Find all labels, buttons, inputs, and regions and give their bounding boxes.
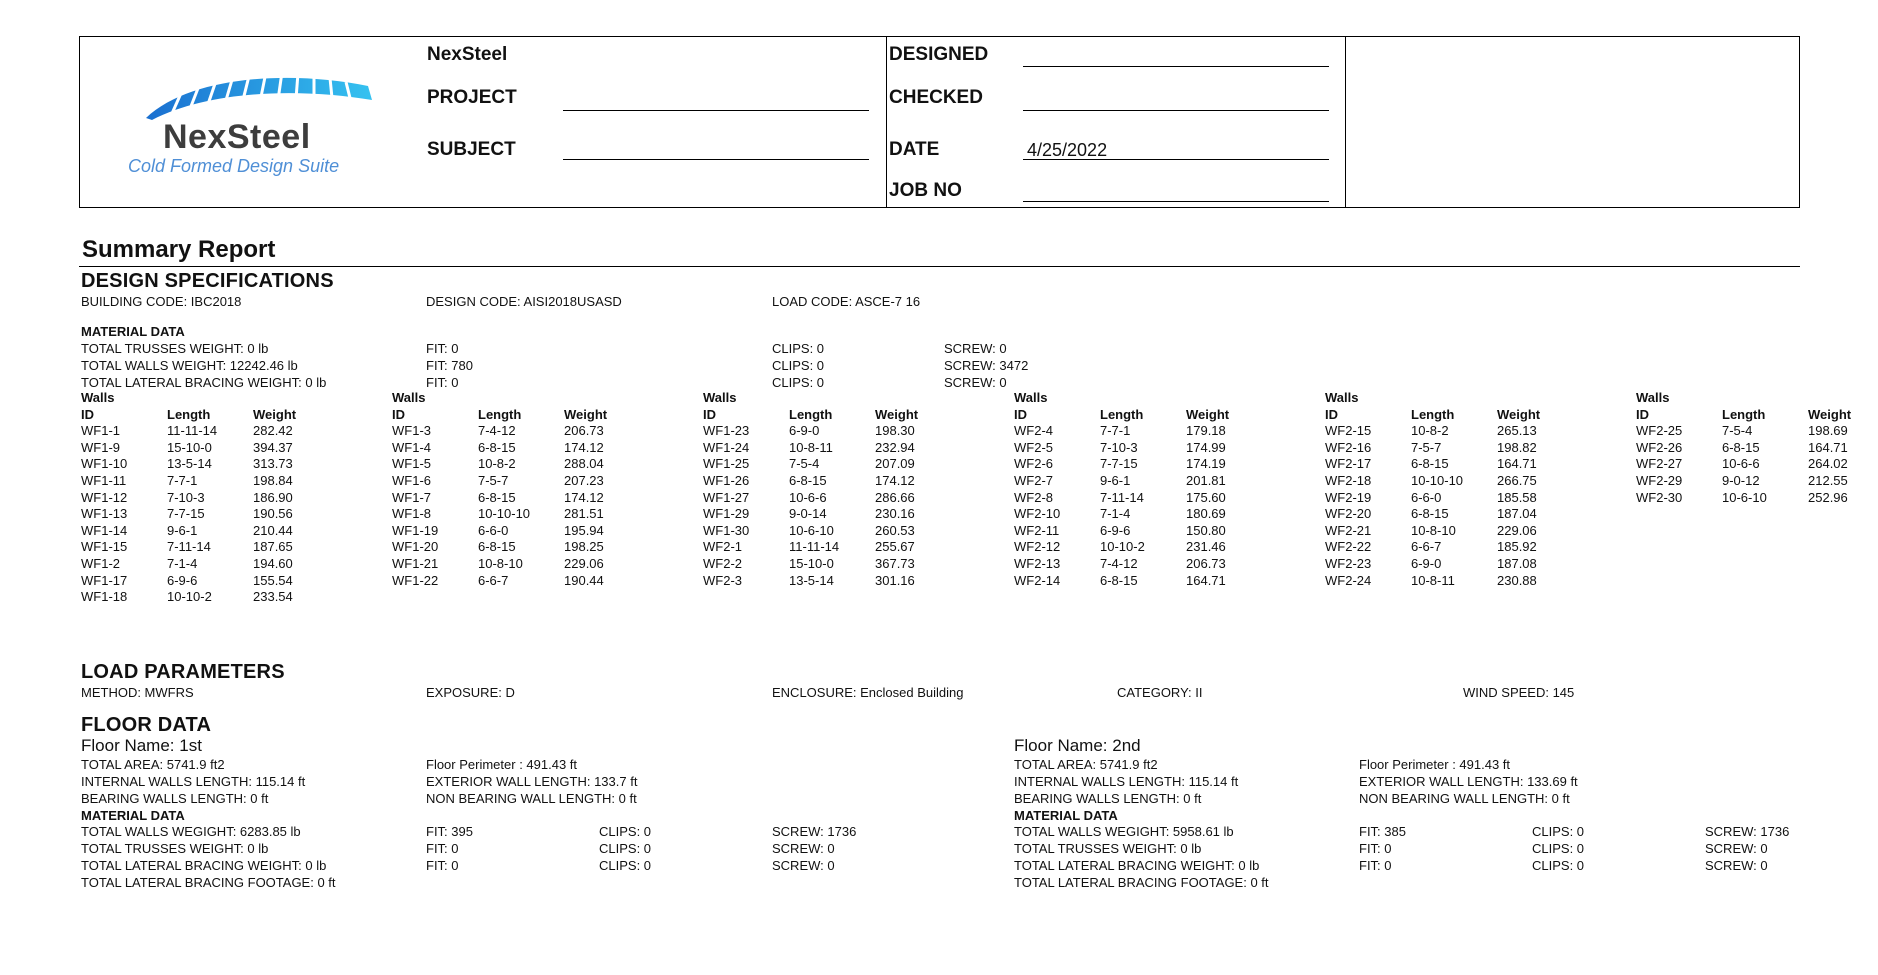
floor-total-area: TOTAL AREA: 5741.9 ft2 [1014,757,1158,772]
wall-weight: 179.18 [1186,423,1226,439]
wall-weight: 174.12 [564,439,604,455]
wall-weight: 185.58 [1497,489,1537,505]
wall-weight: 367.73 [875,555,915,571]
wall-weight: 164.71 [1497,456,1537,472]
wall-id: WF1-14 [81,522,128,538]
wall-id: WF1-20 [392,539,439,555]
wall-weight: 255.67 [875,539,915,555]
wall-weight: 265.13 [1497,423,1537,439]
col-header-id: ID [1014,406,1027,422]
wall-length: 9-6-1 [1100,472,1131,488]
wall-id: WF2-23 [1325,555,1372,571]
wall-id: WF2-1 [703,539,742,555]
wall-length: 13-5-14 [167,456,212,472]
material-data-heading: MATERIAL DATA [81,324,185,339]
wall-id: WF2-25 [1636,423,1683,439]
wall-weight: 229.06 [564,555,604,571]
wall-id: WF2-7 [1014,472,1053,488]
wall-weight: 164.71 [1808,439,1848,455]
wall-length: 6-6-0 [478,522,509,538]
floor-nonbearing-walls: NON BEARING WALL LENGTH: 0 ft [426,791,637,806]
wall-weight: 252.96 [1808,489,1848,505]
col-header-weight: Weight [1497,406,1541,422]
wall-id: WF2-26 [1636,439,1683,455]
wall-id: WF1-21 [392,555,439,571]
wall-length: 6-9-6 [167,572,198,588]
floor-clips: CLIPS: 0 [599,858,652,873]
clips-value: CLIPS: 0 [772,375,825,390]
wall-length: 10-8-11 [1411,572,1455,588]
wall-id: WF1-17 [81,572,128,588]
wall-id: WF1-4 [392,439,431,455]
logo-subtitle: Cold Formed Design Suite [128,156,340,176]
wall-weight: 190.56 [253,506,293,522]
wall-length: 7-5-4 [1722,423,1753,439]
wall-id: WF2-19 [1325,489,1372,505]
wall-weight: 174.12 [564,489,604,505]
wall-length: 7-10-3 [1100,439,1138,455]
floor-name: Floor Name: 1st [81,736,202,755]
walls-label: Walls [81,390,115,405]
wall-length: 10-10-2 [167,589,212,605]
floor-fit: FIT: 0 [426,858,459,873]
col-header-id: ID [81,406,94,422]
wall-length: 6-8-15 [1100,572,1138,588]
wall-weight: 194.60 [253,555,293,571]
wall-weight: 164.71 [1186,572,1226,588]
wall-weight: 281.51 [564,506,604,522]
floor-perimeter: Floor Perimeter : 491.43 ft [426,757,578,772]
wall-weight: 207.23 [564,472,604,488]
wall-id: WF1-22 [392,572,439,588]
wall-weight: 286.66 [875,489,915,505]
wall-weight: 198.25 [564,539,604,555]
header-divider [886,37,887,207]
wall-length: 7-11-14 [167,539,211,555]
walls-label: Walls [1014,390,1048,405]
col-header-id: ID [703,406,716,422]
floor-screw: SCREW: 0 [772,858,835,873]
logo-wordmark: NexSteel [163,118,311,156]
wall-id: WF2-16 [1325,439,1372,455]
floor-material-heading: MATERIAL DATA [1014,808,1118,823]
load-exposure: EXPOSURE: D [426,685,515,700]
wall-length: 9-0-14 [789,506,827,522]
wall-weight: 282.42 [253,423,293,439]
wall-id: WF2-8 [1014,489,1053,505]
jobno-label: JOB NO [889,180,962,201]
wall-length: 7-5-7 [478,472,509,488]
wall-id: WF1-18 [81,589,128,605]
floor-screw: SCREW: 0 [1705,841,1768,856]
jobno-field[interactable] [1023,201,1329,202]
col-header-length: Length [478,406,522,422]
wall-length: 6-9-0 [789,423,820,439]
wall-id: WF1-15 [81,539,128,555]
wall-weight: 187.04 [1497,506,1537,522]
wall-id: WF2-14 [1014,572,1061,588]
wall-id: WF2-6 [1014,456,1053,472]
wall-weight: 233.54 [253,589,293,605]
walls-label: Walls [1325,390,1359,405]
wall-length: 6-6-0 [1411,489,1442,505]
floor-nonbearing-walls: NON BEARING WALL LENGTH: 0 ft [1359,791,1570,806]
wall-length: 10-8-10 [478,555,523,571]
wall-length: 11-11-14 [167,423,218,439]
wall-id: WF2-21 [1325,522,1372,538]
col-header-length: Length [1100,406,1144,422]
col-header-length: Length [1722,406,1766,422]
wall-length: 11-11-14 [789,539,840,555]
load-enclosure: ENCLOSURE: Enclosed Building [772,685,964,700]
floor-lateral-footage: TOTAL LATERAL BRACING FOOTAGE: 0 ft [1014,875,1269,890]
title-divider [79,266,1800,267]
wall-id: WF1-11 [81,472,127,488]
wall-id: WF2-4 [1014,423,1053,439]
load-code: LOAD CODE: ASCE-7 16 [772,294,921,309]
report-title: Summary Report [82,236,276,263]
fit-value: FIT: 0 [426,341,459,356]
wall-weight: 174.99 [1186,439,1226,455]
wall-length: 7-7-1 [1100,423,1131,439]
wall-weight: 207.09 [875,456,915,472]
col-header-weight: Weight [253,406,297,422]
floor-fit: FIT: 395 [426,824,473,839]
wall-id: WF2-27 [1636,456,1683,472]
col-header-id: ID [1325,406,1338,422]
wall-id: WF2-12 [1014,539,1061,555]
wall-weight: 230.16 [875,506,915,522]
date-field[interactable] [1023,159,1329,160]
screw-value: SCREW: 0 [944,341,1007,356]
wall-id: WF2-15 [1325,423,1372,439]
wall-length: 7-7-15 [1100,456,1138,472]
wall-weight: 232.94 [875,439,915,455]
floor-clips: CLIPS: 0 [1532,858,1585,873]
total-lateral-weight: TOTAL LATERAL BRACING WEIGHT: 0 lb [81,375,327,390]
wall-length: 6-8-15 [478,539,516,555]
checked-field[interactable] [1023,110,1329,111]
wall-length: 7-5-7 [1411,439,1442,455]
subject-field[interactable] [563,159,869,160]
floor-name: Floor Name: 2nd [1014,736,1141,755]
wall-id: WF1-27 [703,489,750,505]
wall-length: 10-6-6 [789,489,827,505]
wall-length: 6-9-0 [1411,555,1442,571]
wall-id: WF1-24 [703,439,750,455]
wall-id: WF2-13 [1014,555,1061,571]
total-walls-weight: TOTAL WALLS WEIGHT: 12242.46 lb [81,358,298,373]
wall-id: WF2-5 [1014,439,1053,455]
col-header-weight: Weight [1186,406,1230,422]
design-code: DESIGN CODE: AISI2018USASD [426,294,622,309]
wall-weight: 210.44 [253,522,293,538]
col-header-length: Length [789,406,833,422]
wall-weight: 187.65 [253,539,293,555]
wall-id: WF2-2 [703,555,742,571]
wall-weight: 187.08 [1497,555,1537,571]
wall-id: WF1-29 [703,506,750,522]
wall-length: 7-7-1 [167,472,198,488]
wall-length: 7-10-3 [167,489,205,505]
floor-fit: FIT: 0 [1359,858,1392,873]
floor-trusses-weight: TOTAL TRUSSES WEIGHT: 0 lb [1014,841,1202,856]
date-label: DATE [889,139,940,160]
floor-clips: CLIPS: 0 [599,824,652,839]
wall-id: WF1-9 [81,439,120,455]
wall-length: 13-5-14 [789,572,834,588]
col-header-weight: Weight [564,406,608,422]
walls-label: Walls [703,390,737,405]
floor-fit: FIT: 0 [1359,841,1392,856]
logo-roof-icon [140,70,380,122]
floor-clips: CLIPS: 0 [599,841,652,856]
load-method: METHOD: MWFRS [81,685,194,700]
wall-length: 10-8-11 [789,439,833,455]
wall-id: WF1-19 [392,522,439,538]
header-divider [1345,37,1346,207]
wall-id: WF1-10 [81,456,128,472]
floor-screw: SCREW: 0 [1705,858,1768,873]
wall-id: WF1-25 [703,456,750,472]
load-wind-speed: WIND SPEED: 145 [1463,685,1575,700]
wall-weight: 394.37 [253,439,293,455]
wall-length: 7-5-4 [789,456,820,472]
floor-screw: SCREW: 1736 [1705,824,1790,839]
wall-id: WF2-20 [1325,506,1372,522]
floor-screw: SCREW: 1736 [772,824,857,839]
wall-length: 6-6-7 [1411,539,1442,555]
floor-internal-walls: INTERNAL WALLS LENGTH: 115.14 ft [81,774,306,789]
project-label: PROJECT [427,87,517,108]
floor-bearing-walls: BEARING WALLS LENGTH: 0 ft [81,791,269,806]
wall-id: WF1-13 [81,506,128,522]
floor-exterior-walls: EXTERIOR WALL LENGTH: 133.69 ft [1359,774,1578,789]
wall-id: WF2-29 [1636,472,1683,488]
wall-weight: 229.06 [1497,522,1537,538]
wall-weight: 301.16 [875,572,915,588]
wall-length: 7-4-12 [1100,555,1138,571]
col-header-length: Length [167,406,211,422]
wall-length: 10-10-2 [1100,539,1145,555]
load-category: CATEGORY: II [1117,685,1203,700]
wall-weight: 198.69 [1808,423,1848,439]
wall-length: 7-11-14 [1100,489,1144,505]
wall-length: 6-8-15 [1411,456,1449,472]
wall-weight: 266.75 [1497,472,1537,488]
wall-id: WF2-17 [1325,456,1372,472]
wall-weight: 201.81 [1186,472,1226,488]
building-code: BUILDING CODE: IBC2018 [81,294,242,309]
wall-length: 10-6-10 [1722,489,1767,505]
wall-weight: 198.84 [253,472,293,488]
wall-id: WF1-30 [703,522,750,538]
floor-bearing-walls: BEARING WALLS LENGTH: 0 ft [1014,791,1202,806]
wall-weight: 175.60 [1186,489,1226,505]
wall-weight: 230.88 [1497,572,1537,588]
col-header-weight: Weight [875,406,919,422]
floor-internal-walls: INTERNAL WALLS LENGTH: 115.14 ft [1014,774,1239,789]
floor-trusses-weight: TOTAL TRUSSES WEIGHT: 0 lb [81,841,269,856]
col-header-length: Length [1411,406,1455,422]
wall-length: 7-1-4 [167,555,198,571]
wall-length: 6-9-6 [1100,522,1131,538]
wall-length: 6-8-15 [478,489,516,505]
wall-length: 10-6-6 [1722,456,1760,472]
wall-length: 15-10-0 [789,555,834,571]
wall-weight: 174.19 [1186,456,1226,472]
fit-value: FIT: 780 [426,358,473,373]
wall-weight: 195.94 [564,522,604,538]
col-header-id: ID [1636,406,1649,422]
wall-id: WF2-3 [703,572,742,588]
wall-length: 10-8-2 [478,456,516,472]
wall-id: WF1-8 [392,506,431,522]
floor-walls-weight: TOTAL WALLS WEGIGHT: 5958.61 lb [1014,824,1234,839]
clips-value: CLIPS: 0 [772,341,825,356]
wall-length: 10-8-2 [1411,423,1449,439]
floor-clips: CLIPS: 0 [1532,824,1585,839]
wall-weight: 186.90 [253,489,293,505]
floor-fit: FIT: 0 [426,841,459,856]
wall-length: 6-8-15 [478,439,516,455]
walls-label: Walls [1636,390,1670,405]
checked-label: CHECKED [889,87,983,108]
wall-length: 6-8-15 [789,472,827,488]
wall-id: WF2-24 [1325,572,1372,588]
project-field[interactable] [563,110,869,111]
wall-weight: 206.73 [564,423,604,439]
floor-data-heading: FLOOR DATA [81,714,212,736]
wall-id: WF1-23 [703,423,750,439]
floor-total-area: TOTAL AREA: 5741.9 ft2 [81,757,225,772]
floor-lateral-footage: TOTAL LATERAL BRACING FOOTAGE: 0 ft [81,875,336,890]
col-header-id: ID [392,406,405,422]
wall-weight: 185.92 [1497,539,1537,555]
wall-id: WF2-10 [1014,506,1061,522]
wall-id: WF2-30 [1636,489,1683,505]
date-value: 4/25/2022 [1027,140,1108,160]
wall-id: WF1-5 [392,456,431,472]
screw-value: SCREW: 0 [944,375,1007,390]
wall-length: 9-0-12 [1722,472,1760,488]
wall-length: 6-8-15 [1722,439,1760,455]
fit-value: FIT: 0 [426,375,459,390]
floor-lateral-weight: TOTAL LATERAL BRACING WEIGHT: 0 lb [1014,858,1260,873]
wall-id: WF2-18 [1325,472,1372,488]
wall-weight: 288.04 [564,456,604,472]
floor-clips: CLIPS: 0 [1532,841,1585,856]
col-header-weight: Weight [1808,406,1852,422]
wall-weight: 206.73 [1186,555,1226,571]
wall-id: WF1-1 [81,423,120,439]
designed-field[interactable] [1023,66,1329,67]
wall-weight: 198.82 [1497,439,1537,455]
wall-weight: 198.30 [875,423,915,439]
screw-value: SCREW: 3472 [944,358,1029,373]
wall-length: 10-6-10 [789,522,834,538]
floor-perimeter: Floor Perimeter : 491.43 ft [1359,757,1511,772]
wall-id: WF1-3 [392,423,431,439]
floor-screw: SCREW: 0 [772,841,835,856]
wall-length: 10-10-10 [478,506,531,522]
wall-length: 10-10-10 [1411,472,1464,488]
wall-length: 7-1-4 [1100,506,1131,522]
wall-length: 6-6-7 [478,572,509,588]
wall-weight: 150.80 [1186,522,1226,538]
wall-weight: 155.54 [253,572,293,588]
wall-length: 10-8-10 [1411,522,1456,538]
wall-id: WF2-22 [1325,539,1372,555]
clips-value: CLIPS: 0 [772,358,825,373]
wall-weight: 190.44 [564,572,604,588]
floor-walls-weight: TOTAL WALLS WEGIGHT: 6283.85 lb [81,824,301,839]
company-name: NexSteel [427,44,508,65]
wall-id: WF2-11 [1014,522,1060,538]
floor-fit: FIT: 385 [1359,824,1406,839]
wall-weight: 231.46 [1186,539,1226,555]
floor-lateral-weight: TOTAL LATERAL BRACING WEIGHT: 0 lb [81,858,327,873]
wall-weight: 174.12 [875,472,915,488]
total-trusses-weight: TOTAL TRUSSES WEIGHT: 0 lb [81,341,269,356]
wall-id: WF1-12 [81,489,128,505]
wall-length: 6-8-15 [1411,506,1449,522]
wall-length: 15-10-0 [167,439,212,455]
wall-id: WF1-2 [81,555,120,571]
floor-material-heading: MATERIAL DATA [81,808,185,823]
wall-weight: 180.69 [1186,506,1226,522]
wall-weight: 212.55 [1808,472,1848,488]
wall-length: 9-6-1 [167,522,198,538]
load-parameters-heading: LOAD PARAMETERS [81,661,285,683]
wall-id: WF1-26 [703,472,750,488]
designed-label: DESIGNED [889,44,989,65]
wall-id: WF1-6 [392,472,431,488]
wall-weight: 264.02 [1808,456,1848,472]
wall-weight: 260.53 [875,522,915,538]
wall-id: WF1-7 [392,489,431,505]
subject-label: SUBJECT [427,139,516,160]
wall-length: 7-4-12 [478,423,516,439]
wall-weight: 313.73 [253,456,293,472]
walls-label: Walls [392,390,426,405]
wall-length: 7-7-15 [167,506,205,522]
floor-exterior-walls: EXTERIOR WALL LENGTH: 133.7 ft [426,774,638,789]
design-spec-heading: DESIGN SPECIFICATIONS [81,270,334,292]
